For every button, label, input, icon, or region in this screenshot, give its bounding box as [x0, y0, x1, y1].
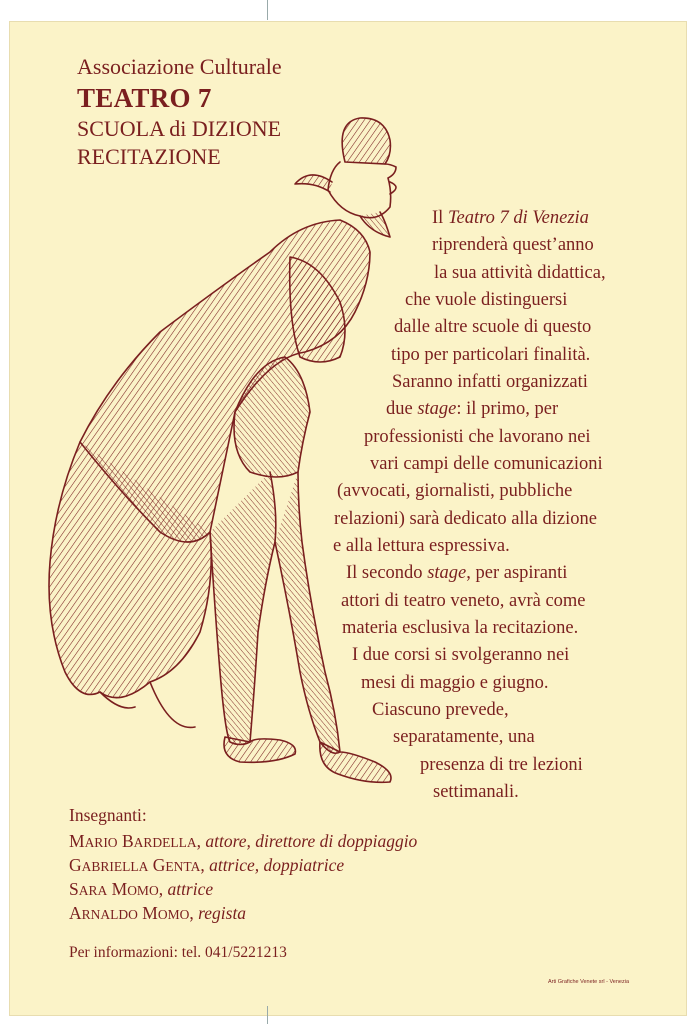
teacher-last-rest: OMO — [157, 907, 190, 922]
teacher-last-initial: M — [111, 879, 128, 899]
body-text-due: due — [386, 399, 418, 419]
teacher-role: regista — [198, 903, 247, 923]
teacher-last-rest: OMO — [127, 883, 159, 898]
body-text-primo: : il primo, per — [456, 399, 559, 419]
crop-mark-top — [267, 0, 268, 20]
subtitle-line-1: SCUOLA di DIZIONE — [77, 116, 282, 141]
body-line-6: tipo per particolari finalità. — [391, 345, 591, 365]
stage-word: stage — [417, 399, 457, 419]
association-label: Associazione Culturale — [77, 54, 282, 79]
contact-info: Per informazioni: tel. 041/5221213 — [69, 944, 287, 961]
teacher-last-rest: ARDELLA — [133, 835, 197, 850]
body-line-20: separatamente, una — [393, 727, 535, 747]
body-line-9: professionisti che lavorano nei — [364, 427, 591, 447]
teacher-first-rest: ABRIELLA — [81, 859, 149, 874]
teacher-first-initial: S — [69, 879, 79, 899]
body-line-21: presenza di tre lezioni — [420, 755, 583, 775]
teacher-name — [69, 879, 159, 899]
teacher-last-initial: G — [152, 855, 166, 875]
stage-word-2: stage — [427, 563, 467, 583]
body-line-17: I due corsi si svolgeranno nei — [352, 645, 570, 665]
teacher-row: SARA MOMO, attrice — [69, 879, 214, 899]
printer-credit: Arti Grafiche Venete srl - Venezia — [548, 979, 630, 985]
teacher-row: ARNALDO MOMO, regista — [69, 903, 247, 923]
teacher-name — [69, 903, 189, 923]
body-text-aspiranti: , per aspiranti — [466, 563, 568, 583]
teacher-role: attore, direttore di doppiaggio — [205, 831, 418, 851]
body-line-22: settimanali. — [433, 782, 519, 802]
body-line-1 — [432, 205, 589, 232]
teachers-section — [69, 804, 417, 926]
teacher-row: GABRIELLA GENTA, attrice, doppiatrice — [69, 855, 345, 875]
body-line-5: dalle altre scuole di questo — [394, 317, 592, 337]
teacher-last-rest: ENTA — [165, 859, 201, 874]
body-text-il-secondo: Il secondo — [346, 563, 428, 583]
teacher-first-initial: M — [69, 831, 85, 851]
body-line-18: mesi di maggio e giugno. — [361, 673, 549, 693]
body-line-16: materia esclusiva la recitazione. — [342, 618, 579, 638]
body-line-2: riprenderà quest’anno — [432, 235, 594, 255]
body-line-8 — [386, 396, 558, 423]
body-line-7: Saranno infatti organizzati — [392, 372, 588, 392]
teacher-last-initial: M — [142, 903, 158, 923]
teacher-first-initial: A — [69, 903, 82, 923]
body-text-il: Il — [432, 208, 448, 228]
teacher-role: attrice — [167, 879, 214, 899]
teacher-name — [69, 831, 197, 851]
teacher-role: attrice, doppiatrice — [209, 855, 345, 875]
teacher-name — [69, 855, 200, 875]
teacher-first-rest: ARIO — [84, 835, 118, 850]
teacher-last-initial: B — [121, 831, 134, 851]
body-line-10: vari campi delle comunicazioni — [370, 454, 603, 474]
body-line-12: relazioni) sarà dedicato alla dizione — [334, 509, 597, 529]
body-line-14 — [346, 560, 567, 587]
theatre-name: Teatro 7 di Venezia — [447, 208, 589, 228]
page-title: TEATRO 7 — [77, 83, 212, 113]
teacher-first-rest: RNALDO — [81, 907, 138, 922]
body-line-3: la sua attività didattica, — [434, 263, 606, 283]
body-line-13: e alla lettura espressiva. — [333, 536, 510, 556]
teacher-first-initial: G — [69, 855, 82, 875]
body-line-15: attori di teatro veneto, avrà come — [341, 591, 586, 611]
body-line-11: (avvocati, giornalisti, pubbliche — [337, 481, 573, 501]
body-line-19: Ciascuno prevede, — [372, 700, 509, 720]
teachers-heading: Insegnanti: — [69, 805, 147, 825]
subtitle-line-2: RECITAZIONE — [77, 144, 221, 169]
teacher-row: MARIO BARDELLA, attore, direttore di doppiaggio — [69, 831, 418, 851]
pantalone-figure-icon — [40, 112, 400, 802]
body-line-4: che vuole distinguersi — [405, 290, 568, 310]
teacher-first-rest: ARA — [78, 883, 108, 898]
crop-mark-bottom — [267, 1006, 268, 1024]
